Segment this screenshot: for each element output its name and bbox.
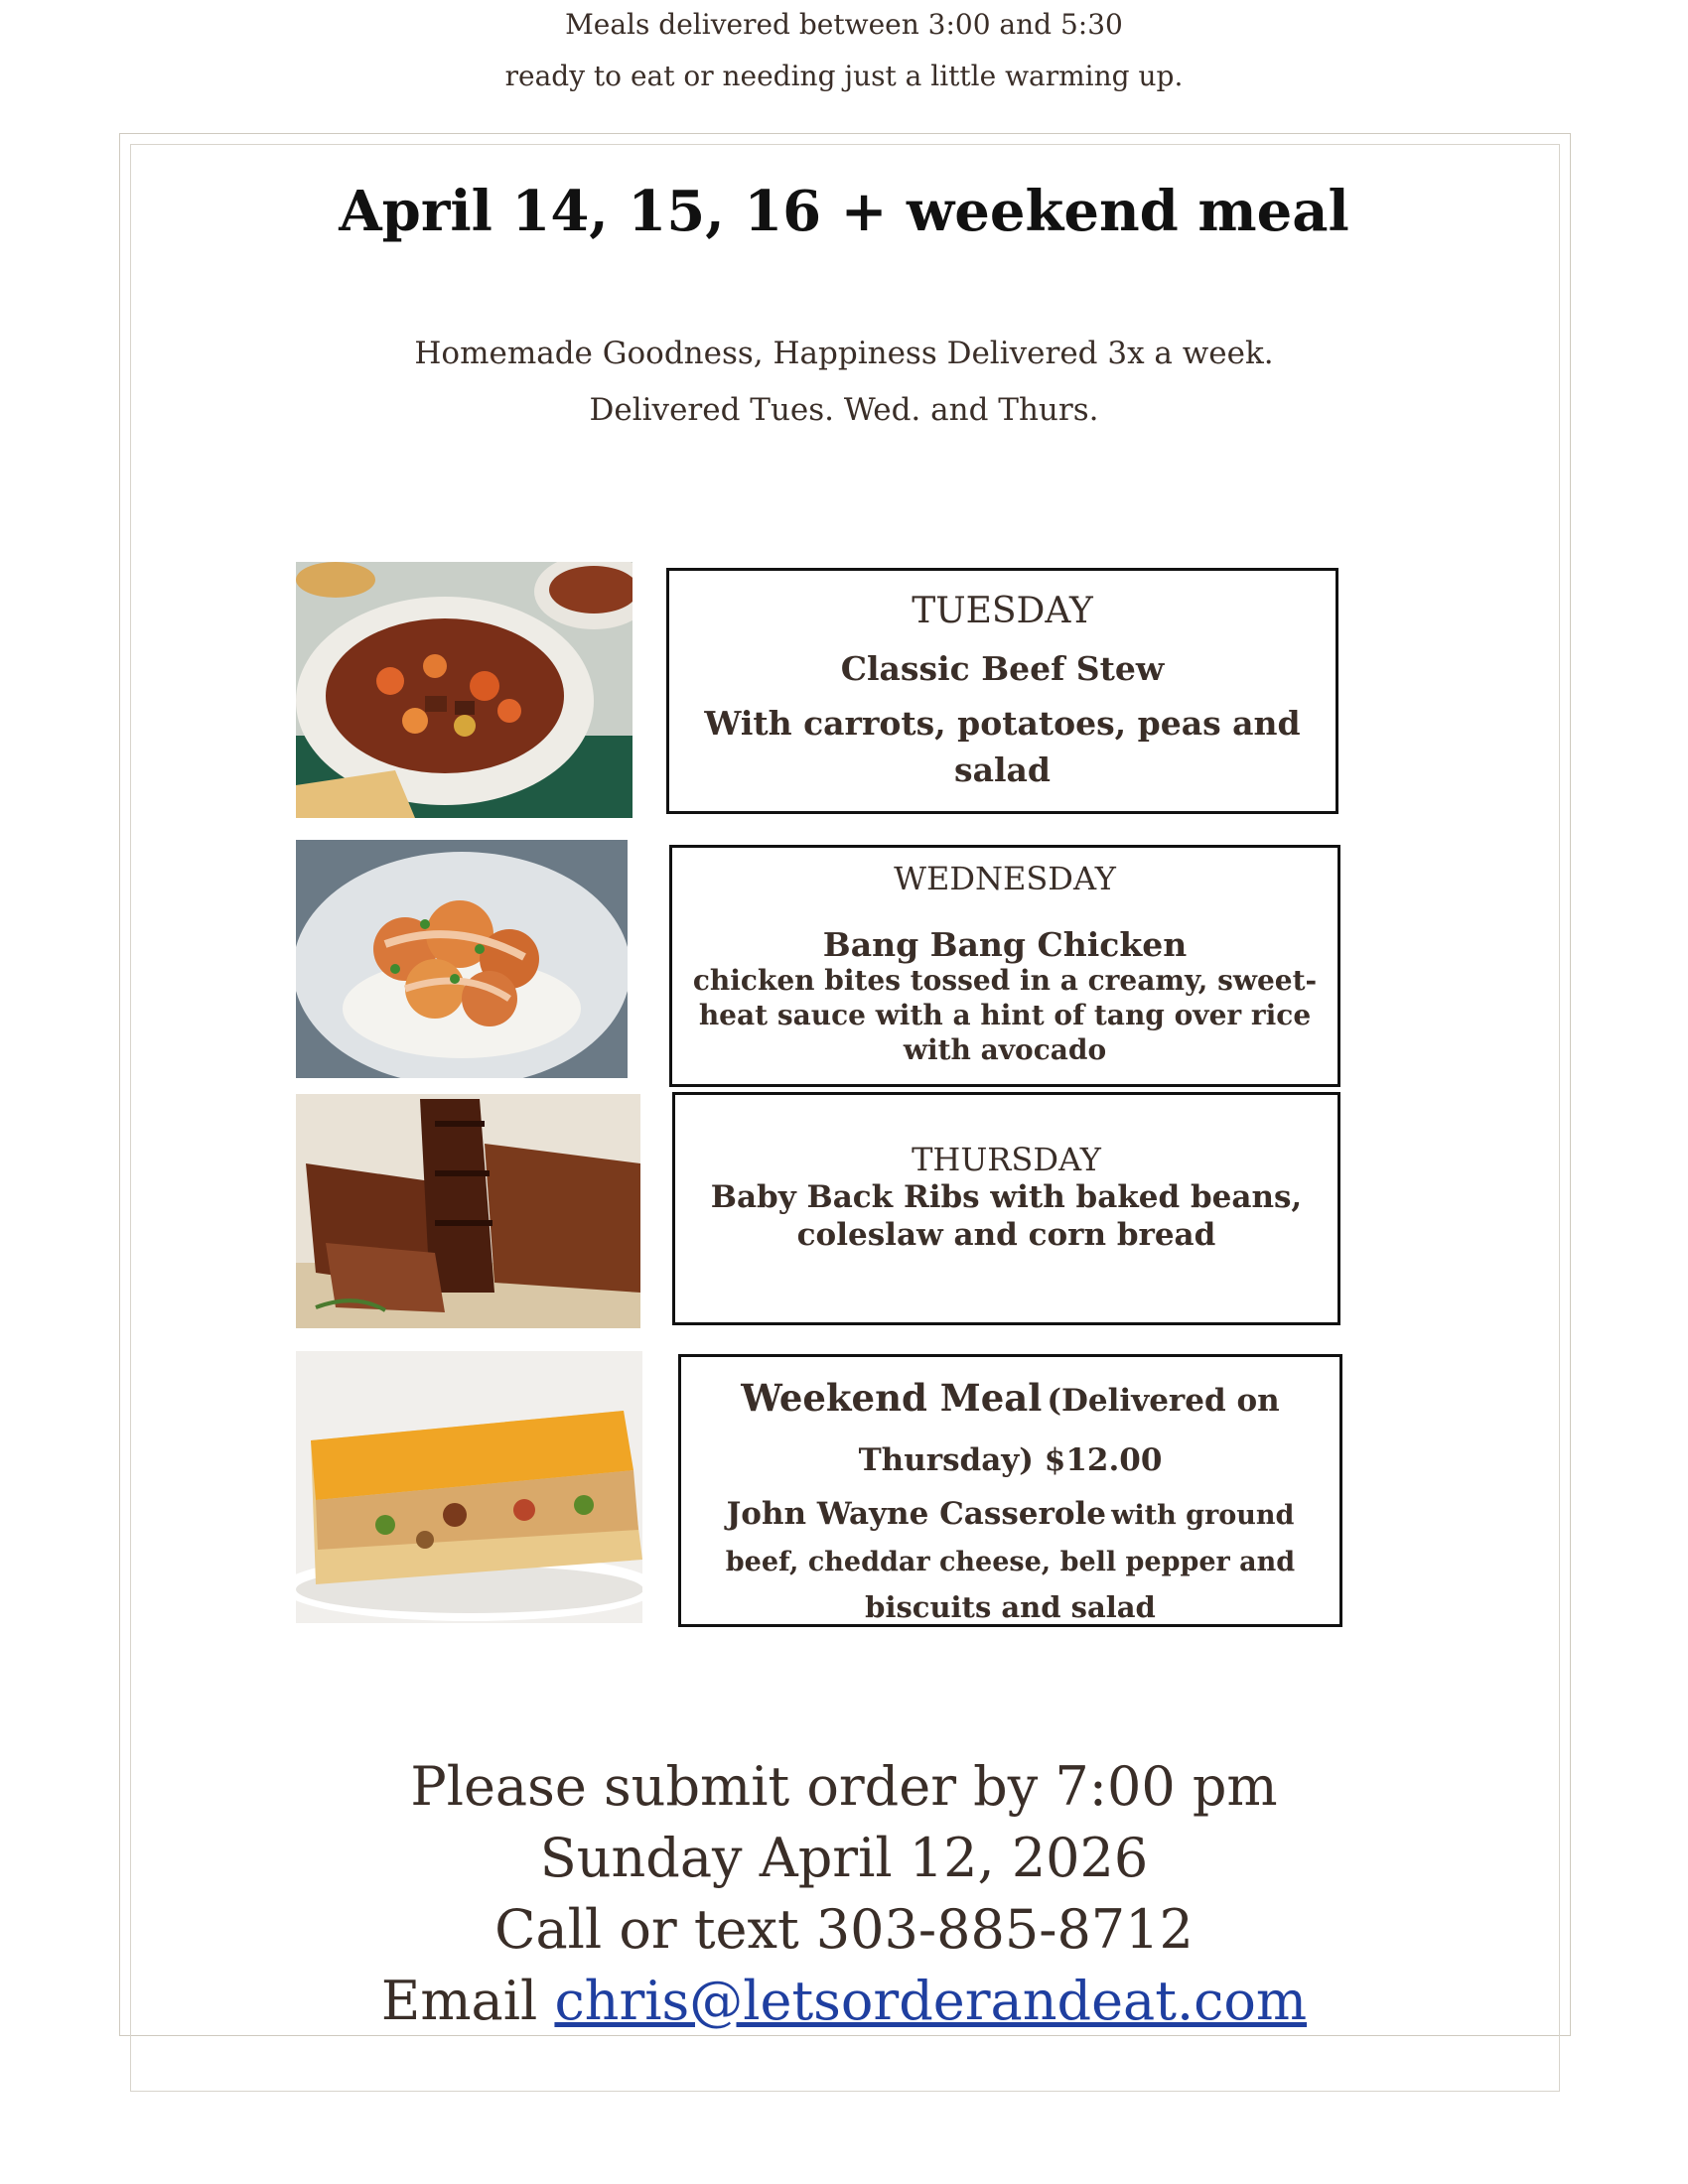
page-title: April 14, 15, 16 + weekend meal <box>339 179 1349 244</box>
thursday-day-label: THURSDAY <box>912 1141 1101 1178</box>
tuesday-day-label: TUESDAY <box>912 591 1093 631</box>
email-link[interactable]: chris@letsorderandeat.com <box>554 1970 1308 2032</box>
order-deadline: Please submit order by 7:00 pm <box>410 1755 1278 1818</box>
weekend-dish-details-line2: beef, cheddar cheese, bell pepper and <box>725 1547 1296 1577</box>
weekend-heading-line2: Thursday) $12.00 <box>858 1442 1163 1478</box>
wednesday-dish-details-line2: heat sauce with a hint of tang over rice <box>698 999 1312 1031</box>
weekend-menu-card <box>678 1354 1342 1627</box>
wednesday-menu-card <box>669 845 1340 1087</box>
delivery-time-note: Meals delivered between 3:00 and 5:30 <box>565 8 1123 41</box>
delivery-warming-note: ready to eat or needing just a little warming up. <box>504 60 1184 92</box>
weekend-dish-row <box>681 1492 1339 1541</box>
thursday-dish-line2: coleslaw and corn bread <box>796 1217 1216 1253</box>
baby-back-ribs-photo <box>296 1094 640 1328</box>
wednesday-dish-name: Bang Bang Chicken <box>822 925 1188 964</box>
tagline-line1: Homemade Goodness, Happiness Delivered 3x a week. <box>414 336 1274 371</box>
bang-bang-chicken-photo <box>296 840 628 1078</box>
order-deadline-date: Sunday April 12, 2026 <box>539 1827 1149 1889</box>
wednesday-dish-details-line1: chicken bites tossed in a creamy, sweet- <box>692 964 1318 997</box>
tuesday-dish-details-line2: salad <box>954 751 1051 789</box>
weekend-heading: Weekend Meal <box>741 1376 1043 1420</box>
weekend-dish-details-inline: with ground <box>1111 1500 1295 1531</box>
tagline-line2: Delivered Tues. Wed. and Thurs. <box>589 392 1099 428</box>
wednesday-day-label: WEDNESDAY <box>894 860 1116 897</box>
weekend-heading-row <box>681 1375 1339 1429</box>
beef-stew-photo <box>296 562 633 818</box>
email-label: Email <box>380 1970 538 2032</box>
tuesday-menu-card <box>666 568 1338 814</box>
wednesday-dish-details-line3: with avocado <box>903 1033 1107 1066</box>
john-wayne-casserole-photo <box>296 1351 642 1623</box>
thursday-menu-card <box>672 1092 1340 1325</box>
email-contact-row <box>0 1970 1688 2032</box>
weekend-dish-name: John Wayne Casserole <box>726 1496 1107 1532</box>
thursday-dish-line1: Baby Back Ribs with baked beans, <box>710 1179 1303 1215</box>
phone-contact: Call or text 303-885-8712 <box>494 1898 1194 1961</box>
weekend-heading-note: (Delivered on <box>1047 1383 1280 1419</box>
weekend-dish-details-line3: biscuits and salad <box>865 1590 1156 1624</box>
tuesday-dish-details-line1: With carrots, potatoes, peas and <box>704 704 1301 743</box>
tuesday-dish-name: Classic Beef Stew <box>840 649 1165 688</box>
